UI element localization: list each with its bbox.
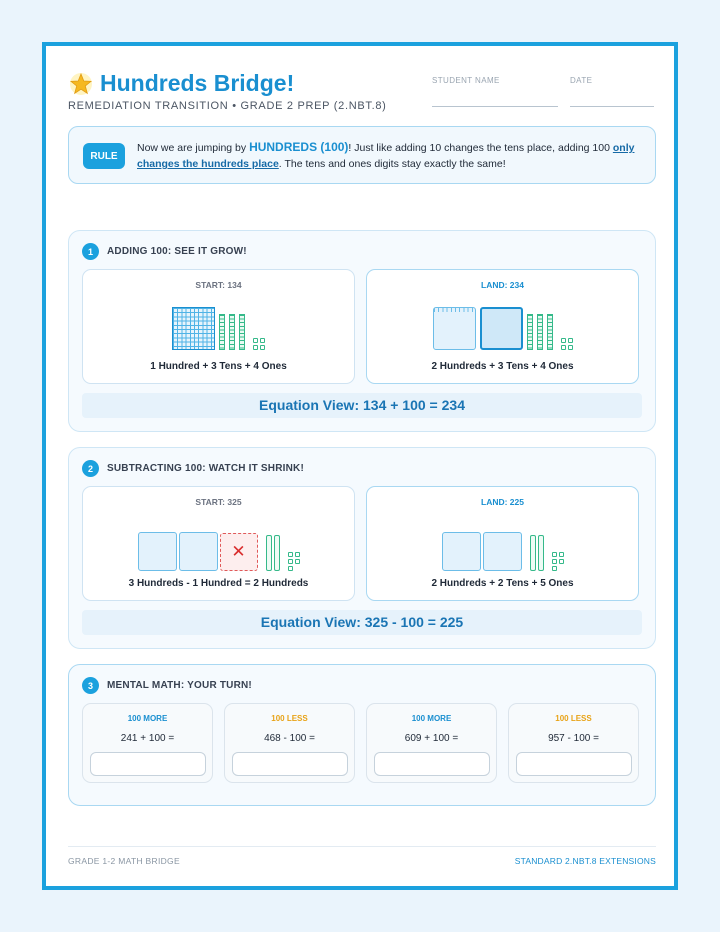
- practice-problem: 241 + 100 =: [120, 733, 175, 744]
- ones-group: [561, 338, 573, 350]
- ten-rod: [219, 314, 225, 350]
- section-title: ADDING 100: SEE IT GROW!: [107, 246, 247, 257]
- land-label: LAND: 225: [481, 497, 524, 507]
- ten-rod: [530, 535, 536, 571]
- section-number: 2: [82, 460, 99, 477]
- section-heading: [82, 243, 247, 260]
- section-title: MENTAL MATH: YOUR TURN!: [107, 680, 252, 691]
- one-cube: [253, 345, 258, 350]
- student-name-line[interactable]: [432, 106, 558, 107]
- practice-card: [366, 703, 497, 783]
- ten-rod: [266, 535, 272, 571]
- ten-rod: [537, 314, 543, 350]
- answer-input[interactable]: [516, 752, 632, 776]
- equation-view: Equation View: 134 + 100 = 234: [82, 393, 642, 418]
- section-title: SUBTRACTING 100: WATCH IT SHRINK!: [107, 463, 304, 474]
- date-line[interactable]: [570, 106, 654, 107]
- ten-rod: [538, 535, 544, 571]
- ten-rod: [229, 314, 235, 350]
- hundred-flat: [172, 307, 215, 350]
- one-cube: [568, 338, 573, 343]
- rule-text-part: Now we are jumping by: [137, 142, 250, 154]
- date-field[interactable]: [570, 76, 592, 85]
- start-label: START: 134: [195, 280, 242, 290]
- equation-view: Equation View: 325 - 100 = 225: [82, 610, 642, 635]
- section-heading: [82, 460, 304, 477]
- hundred-flat-added: [480, 307, 523, 350]
- ten-rod: [527, 314, 533, 350]
- land-card: [366, 269, 639, 384]
- one-cube: [552, 566, 557, 571]
- rule-text-part: ! Just like adding 10 changes the tens place, adding 100: [348, 142, 613, 154]
- ten-rod: [274, 535, 280, 571]
- section-subtracting-100: [68, 447, 656, 649]
- practice-problem: 957 - 100 =: [548, 733, 599, 744]
- one-cube: [561, 338, 566, 343]
- ones-group: [253, 338, 265, 350]
- one-cube: [260, 345, 265, 350]
- student-name-label: STUDENT NAME: [432, 76, 500, 85]
- hundred-flat: [483, 532, 522, 571]
- hundred-flat: [442, 532, 481, 571]
- one-cube: [253, 338, 258, 343]
- page-title: Hundreds Bridge!: [100, 70, 295, 96]
- date-label: DATE: [570, 76, 593, 85]
- one-cube: [552, 552, 557, 557]
- base-ten-blocks: [367, 527, 638, 571]
- rule-emphasis: only changes the hundreds place: [137, 142, 635, 170]
- close-icon: ✕: [231, 542, 246, 561]
- one-cube: [568, 345, 573, 350]
- practice-card: [82, 703, 213, 783]
- rule-highlight: HUNDREDS (100): [249, 140, 349, 154]
- rule-text-part: . The tens and ones digits stay exactly the same!: [278, 158, 506, 170]
- answer-input[interactable]: [90, 752, 206, 776]
- footer-right-text: STANDARD 2.NBT.8 EXTENSIONS: [514, 856, 656, 866]
- land-caption: 2 Hundreds + 3 Tens + 4 Ones: [431, 361, 574, 372]
- page-subtitle: REMEDIATION TRANSITION • GRADE 2 PREP (2.NBT.8): [68, 100, 387, 112]
- start-card: [82, 269, 355, 384]
- start-label: START: 325: [195, 497, 242, 507]
- base-ten-blocks: [83, 527, 354, 571]
- worksheet: [42, 42, 678, 890]
- one-cube: [288, 559, 293, 564]
- land-caption: 2 Hundreds + 2 Tens + 5 Ones: [431, 578, 574, 589]
- ten-rod: [547, 314, 553, 350]
- land-card: [366, 486, 639, 601]
- star-icon: [68, 71, 94, 97]
- one-cube: [288, 566, 293, 571]
- removed-hundred-flat: [220, 533, 258, 571]
- ones-group: [552, 552, 564, 571]
- practice-card: [224, 703, 355, 783]
- section-mental-math: [68, 664, 656, 806]
- practice-label: 100 LESS: [555, 714, 592, 723]
- one-cube: [559, 559, 564, 564]
- rule-badge: RULE: [83, 143, 125, 169]
- rule-box: [68, 126, 656, 184]
- one-cube: [260, 338, 265, 343]
- base-ten-blocks: [367, 306, 638, 350]
- start-card: [82, 486, 355, 601]
- practice-problem: 609 + 100 =: [404, 733, 459, 744]
- footer: [68, 846, 656, 876]
- ones-group: [288, 552, 300, 571]
- one-cube: [288, 552, 293, 557]
- practice-label: 100 MORE: [127, 714, 168, 723]
- hundred-flat: [179, 532, 218, 571]
- footer-left-text: GRADE 1-2 MATH BRIDGE: [68, 856, 180, 866]
- one-cube: [552, 559, 557, 564]
- practice-card: [508, 703, 639, 783]
- land-label: LAND: 234: [481, 280, 524, 290]
- title-row: [68, 70, 294, 97]
- base-ten-blocks: [83, 306, 354, 350]
- section-adding-100: [68, 230, 656, 432]
- one-cube: [559, 552, 564, 557]
- answer-input[interactable]: [232, 752, 348, 776]
- one-cube: [295, 552, 300, 557]
- section-heading: [82, 677, 252, 694]
- hundred-flat: [433, 307, 476, 350]
- student-name-field[interactable]: [432, 76, 500, 85]
- start-caption: 1 Hundred + 3 Tens + 4 Ones: [150, 361, 287, 372]
- practice-label: 100 MORE: [411, 714, 452, 723]
- one-cube: [295, 559, 300, 564]
- hundred-flat: [138, 532, 177, 571]
- practice-label: 100 LESS: [271, 714, 308, 723]
- practice-problem: 468 - 100 =: [264, 733, 315, 744]
- section-number: 1: [82, 243, 99, 260]
- one-cube: [561, 345, 566, 350]
- section-number: 3: [82, 677, 99, 694]
- start-caption: 3 Hundreds - 1 Hundred = 2 Hundreds: [128, 578, 309, 589]
- answer-input[interactable]: [374, 752, 490, 776]
- ten-rod: [239, 314, 245, 350]
- rule-text: [137, 139, 647, 172]
